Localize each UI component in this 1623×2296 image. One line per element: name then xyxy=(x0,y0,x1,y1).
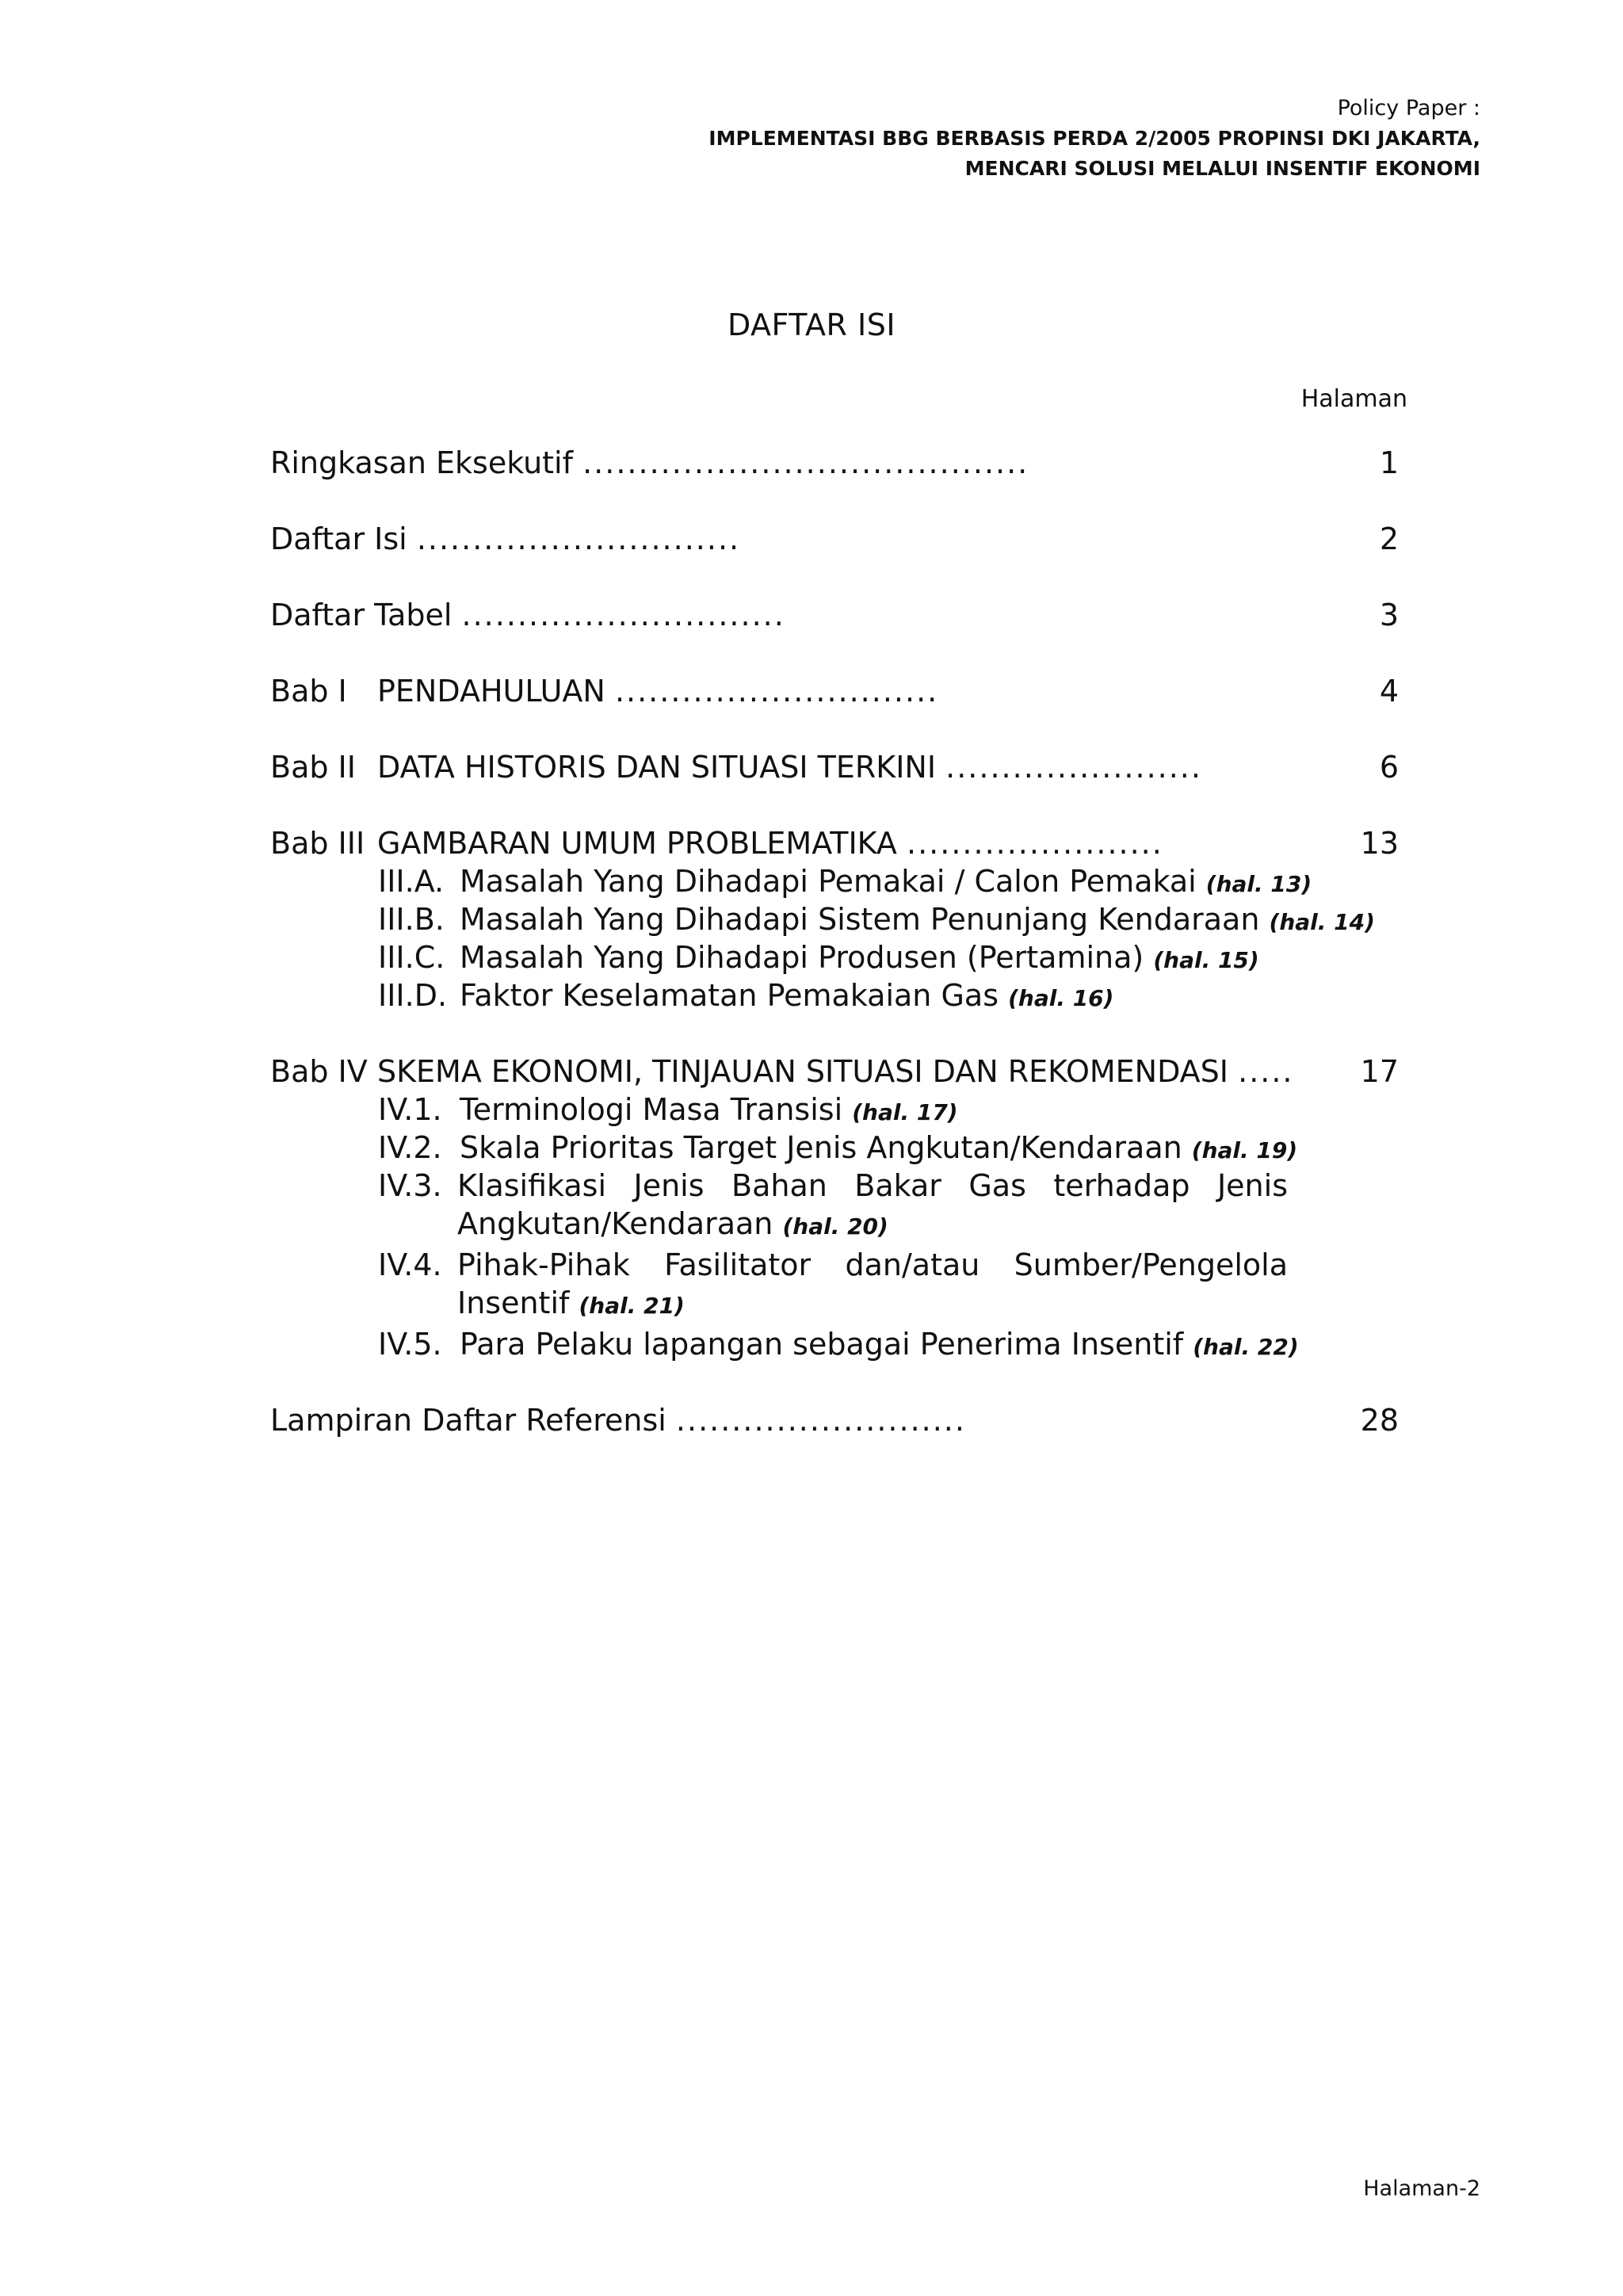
toc-subentry-text: Para Pelaku lapangan sebagai Penerima Insentif xyxy=(460,1327,1184,1362)
toc-leader-dots: ............................. xyxy=(416,521,741,556)
toc-subentry-iv-3[interactable] xyxy=(270,1167,1399,1246)
toc-entry-label: DATA HISTORIS DAN SITUASI TERKINI xyxy=(377,750,937,785)
toc-leader-dots: ............................. xyxy=(461,598,785,632)
toc-subentry-page-ref: (hal. 16) xyxy=(1008,985,1114,1011)
toc-subentry-text: Klasifikasi Jenis Bahan Bakar Gas terhadap Jenis xyxy=(457,1168,1288,1203)
toc-page-number: 3 xyxy=(1379,598,1399,632)
toc-entry-bab-1[interactable] xyxy=(270,672,1399,710)
toc-page-number: 4 xyxy=(1379,674,1399,709)
toc-subentry-iv-1[interactable] xyxy=(270,1091,1399,1129)
toc-leader-dots: ........................................ xyxy=(582,445,1029,480)
toc-entry-label: Daftar Isi xyxy=(270,521,407,556)
toc-subentry-page-ref: (hal. 20) xyxy=(782,1213,888,1240)
toc-entry-label: GAMBARAN UMUM PROBLEMATIKA xyxy=(377,826,897,861)
toc-subentry-iii-d[interactable] xyxy=(270,976,1399,1014)
toc-leader-dots: ....................... xyxy=(907,826,1163,861)
toc-entry-label: Daftar Tabel xyxy=(270,598,453,632)
header-title-line-1: IMPLEMENTASI BBG BERBASIS PERDA 2/2005 PROPINSI DKI JAKARTA, xyxy=(708,127,1480,150)
toc-entry-lampiran[interactable] xyxy=(270,1401,1399,1439)
toc-subentry-page-ref: (hal. 22) xyxy=(1193,1334,1299,1360)
toc-entry-label: PENDAHULUAN xyxy=(377,674,605,709)
toc-subentry-text: Faktor Keselamatan Pemakaian Gas xyxy=(460,978,999,1013)
toc-entry-bab-3[interactable] xyxy=(270,824,1399,862)
toc-chapter-prefix: Bab IV xyxy=(270,1054,368,1089)
toc-subentry-code: IV.5. xyxy=(378,1327,442,1362)
toc-entry-daftar-tabel[interactable] xyxy=(270,596,1399,634)
toc-subentry-code: III.A. xyxy=(378,864,445,899)
toc-page-number: 1 xyxy=(1379,445,1399,480)
toc-entry-ringkasan[interactable] xyxy=(270,444,1399,482)
toc-entry-daftar-isi[interactable] xyxy=(270,520,1399,558)
toc-subentry-code: III.B. xyxy=(378,902,445,937)
toc-subentry-text: Masalah Yang Dihadapi Sistem Penunjang Kendaraan xyxy=(460,902,1260,937)
toc-subentry-iv-2[interactable] xyxy=(270,1129,1399,1167)
toc-subentry-text: Skala Prioritas Target Jenis Angkutan/Kendaraan xyxy=(460,1130,1182,1165)
toc-page-number: 6 xyxy=(1379,750,1399,785)
toc-subentry-text: Masalah Yang Dihadapi Pemakai / Calon Pemakai xyxy=(460,864,1197,899)
toc-subentry-page-ref: (hal. 13) xyxy=(1205,871,1312,897)
toc-subentry-code: IV.2. xyxy=(378,1130,442,1165)
toc-subentry-iii-b[interactable] xyxy=(270,900,1399,938)
toc-entry-label: Ringkasan Eksekutif xyxy=(270,445,573,480)
toc-subentry-text-continued: Insentif xyxy=(457,1286,570,1320)
toc-subentry-code: III.D. xyxy=(378,978,448,1013)
toc-subentry-iii-a[interactable] xyxy=(270,862,1399,900)
toc-subentry-page-ref: (hal. 14) xyxy=(1269,909,1375,935)
page-title: DAFTAR ISI xyxy=(727,308,896,342)
toc-subentry-code: IV.3. xyxy=(378,1168,442,1203)
toc-subentry-code: IV.4. xyxy=(378,1247,442,1282)
toc-entry-label: Lampiran Daftar Referensi xyxy=(270,1403,666,1438)
table-of-contents xyxy=(270,444,1399,1439)
header-doc-type: Policy Paper : xyxy=(1337,96,1480,120)
toc-leader-dots: ............................. xyxy=(614,674,939,709)
page-footer-number: Halaman-2 xyxy=(1363,2176,1480,2201)
toc-subentry-iv-5[interactable] xyxy=(270,1325,1399,1363)
toc-subentry-page-ref: (hal. 15) xyxy=(1153,947,1259,973)
toc-entry-label: SKEMA EKONOMI, TINJAUAN SITUASI DAN REKOMENDASI xyxy=(377,1054,1229,1089)
toc-subentry-iii-c[interactable] xyxy=(270,938,1399,976)
page-column-label: Halaman xyxy=(1300,385,1407,413)
toc-leader-dots: ..... xyxy=(1238,1054,1294,1089)
toc-leader-dots: ....................... xyxy=(945,750,1202,785)
toc-page-number: 17 xyxy=(1360,1054,1399,1089)
toc-leader-dots: .......................... xyxy=(675,1403,966,1438)
toc-subentry-text: Terminologi Masa Transisi xyxy=(460,1092,843,1127)
toc-page-number: 13 xyxy=(1360,826,1399,861)
toc-subentry-text-continued: Angkutan/Kendaraan xyxy=(457,1206,773,1241)
toc-subentry-text: Masalah Yang Dihadapi Produsen (Pertamina) xyxy=(460,940,1144,975)
toc-entry-bab-2[interactable] xyxy=(270,748,1399,786)
toc-subentry-iv-4[interactable] xyxy=(270,1246,1399,1325)
toc-subentry-code: III.C. xyxy=(378,940,445,975)
toc-chapter-prefix: Bab III xyxy=(270,826,365,861)
header-title-line-2: MENCARI SOLUSI MELALUI INSENTIF EKONOMI xyxy=(964,157,1480,180)
toc-subentry-page-ref: (hal. 19) xyxy=(1191,1137,1298,1163)
running-header xyxy=(708,94,1480,184)
toc-chapter-prefix: Bab II xyxy=(270,750,356,785)
toc-page-number: 28 xyxy=(1360,1403,1399,1438)
toc-page-number: 2 xyxy=(1379,521,1399,556)
toc-subentry-text: Pihak-Pihak Fasilitator dan/atau Sumber/Pengelola xyxy=(457,1247,1288,1282)
toc-chapter-prefix: Bab I xyxy=(270,674,347,709)
toc-subentry-code: IV.1. xyxy=(378,1092,442,1127)
toc-subentry-page-ref: (hal. 17) xyxy=(852,1099,958,1125)
toc-entry-bab-4[interactable] xyxy=(270,1052,1399,1091)
toc-subentry-page-ref: (hal. 21) xyxy=(579,1293,685,1319)
